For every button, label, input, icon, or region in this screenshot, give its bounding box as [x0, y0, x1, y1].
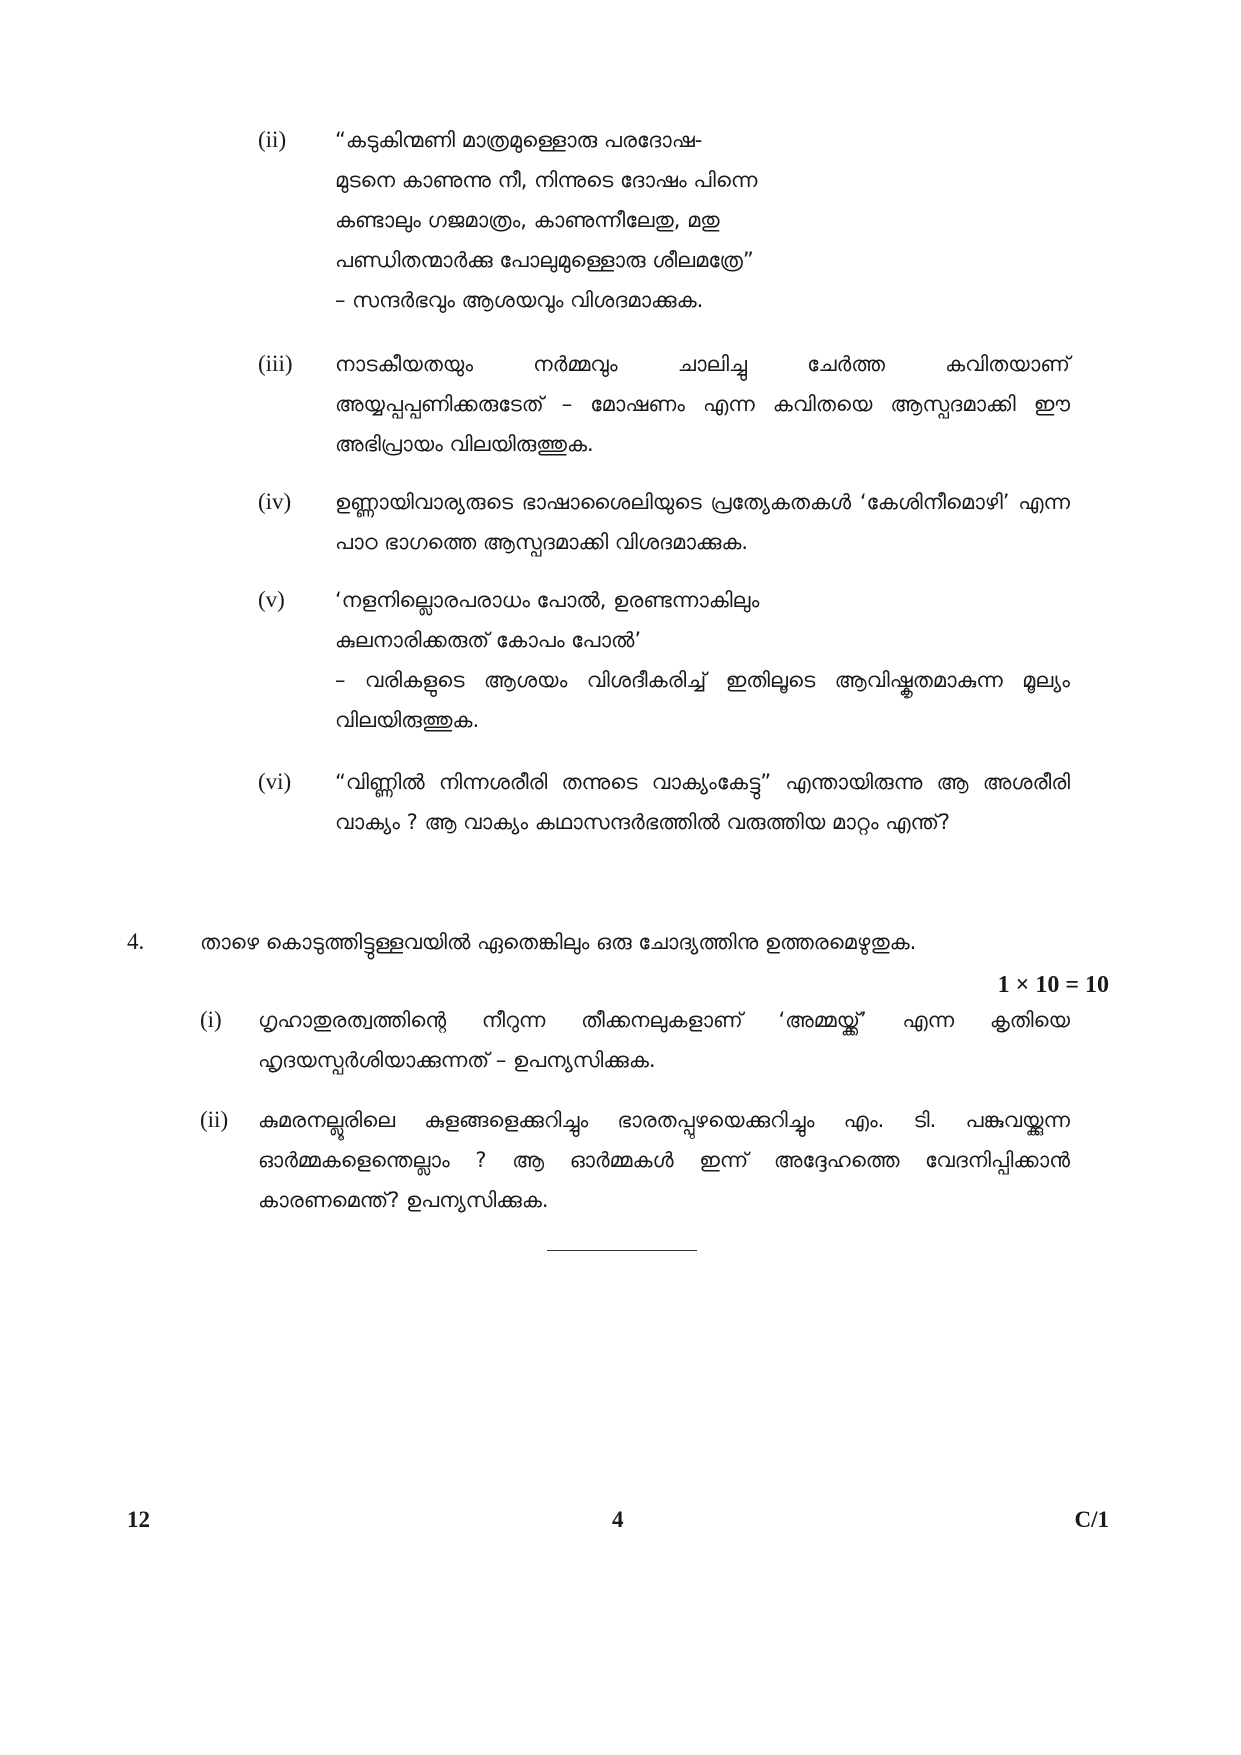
end-divider: [547, 1250, 697, 1251]
question-text: ഗൃഹാതുരത്വത്തിന്റെ നീറുന്ന തീക്കനലുകളാണ് ‘അമ്മയ്ക്ക്’ എന്ന കൃതിയെ ഹൃദയസ്പർശിയാക്കുന്നത് – ഉപന്യസിക്കുക.: [258, 1008, 1070, 1072]
verse-line: കുലനാരിക്കരുത് കോപം പോൽ’: [335, 628, 642, 652]
verse-line: “കടുകിന്മണി മാത്രമുള്ളൊരു പരദോഷ-: [335, 128, 703, 152]
item-label: (i): [200, 1007, 222, 1032]
question-text: ഉണ്ണായിവാര്യരുടെ ഭാഷാശൈലിയുടെ പ്രത്യേകതകൾ ‘കേശിനീമൊഴി’ എന്ന പാഠ ഭാഗത്തെ ആസ്പദമാക്കി വിശദമാക്കുക.: [335, 490, 1070, 554]
item-label: (ii): [258, 127, 287, 152]
marks-allocation: 1 × 10 = 10: [997, 972, 1109, 998]
question-text: – സന്ദർഭവും ആശയവും വിശദമാക്കുക.: [335, 288, 704, 312]
question-text: “വിണ്ണിൽ നിന്നശരീരി തന്നുടെ വാക്യംകേട്ടു” എന്തായിരുന്നു ആ അശരീരി വാക്യം ? ആ വാക്യം കഥാസന്ദർഭത്തിൽ വരുത്തിയ മാറ്റം എന്ത്?: [335, 770, 1070, 834]
footer-set: C/1: [1074, 1507, 1109, 1532]
item-label: (iv): [258, 489, 292, 514]
verse-line: കണ്ടാലും ഗജമാത്രം, കാണുന്നീലേതു, മതു: [335, 208, 720, 232]
question-instruction: താഴെ കൊടുത്തിട്ടുള്ളവയിൽ ഏതെങ്കിലും ഒരു ചോദ്യത്തിനു ഉത്തരമെഴുതുക.: [200, 930, 917, 954]
item-label: (v): [258, 587, 285, 612]
item-label: (ii): [200, 1107, 229, 1132]
question-number: 4.: [127, 929, 145, 954]
footer-code: 12: [127, 1507, 150, 1532]
question-text: കുമരനല്ലൂരിലെ കുളങ്ങളെക്കുറിച്ചും ഭാരതപ്പുഴയെക്കുറിച്ചും എം. ടി. പങ്കുവയ്ക്കുന്ന ഓർമ്മകളെന്തെല്ലാം ? ആ ഓർമ്മകൾ ഇന്ന് അദ്ദേഹത്തെ വേദനിപ്പിക്കാൻ കാരണമെന്ത്? ഉപന്യസിക്കുക.: [258, 1108, 1070, 1212]
page-number: 4: [612, 1507, 624, 1532]
verse-line: മുടനെ കാണുന്നു നീ, നിന്നുടെ ദോഷം പിന്നെ: [335, 168, 758, 192]
item-label: (vi): [258, 769, 292, 794]
item-label: (iii): [258, 351, 293, 376]
verse-line: ‘നളനില്ലൊരപരാധം പോൽ, ഉരണ്ടന്നാകിലും: [335, 588, 760, 612]
question-text: നാടകീയതയും നർമ്മവും ചാലിച്ചു ചേർത്ത കവിതയാണ് അയ്യപ്പപ്പണിക്കരുടേത് – മോഷണം എന്ന കവിതയെ ആസ്പദമാക്കി ഈ അഭിപ്രായം വിലയിരുത്തുക.: [335, 352, 1070, 456]
question-text: – വരികളുടെ ആശയം വിശദീകരിച്ച് ഇതിലൂടെ ആവിഷ്കൃതമാകുന്ന മൂല്യം വിലയിരുത്തുക.: [335, 668, 1070, 732]
verse-line: പണ്ഡിതന്മാർക്കു പോലുമുള്ളൊരു ശീലമത്രേ”: [335, 248, 754, 272]
